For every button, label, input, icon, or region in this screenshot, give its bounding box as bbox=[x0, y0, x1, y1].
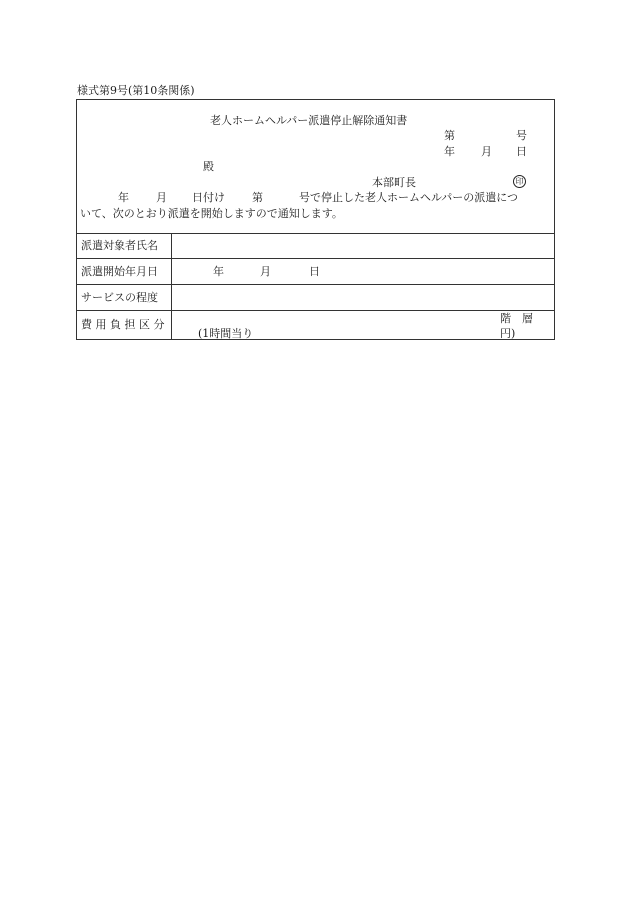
date-day: 日 bbox=[516, 145, 527, 158]
cost-rank-label: 階 層 bbox=[500, 312, 533, 325]
seal-mark: 印 bbox=[513, 175, 526, 188]
form-number-label: 様式第9号(第10条関係) bbox=[77, 84, 195, 97]
table-divider bbox=[77, 310, 554, 311]
body-month: 月 bbox=[156, 191, 167, 204]
number-dai: 第 bbox=[444, 129, 455, 142]
cost-yen-label: 円) bbox=[500, 327, 516, 340]
start-date-day: 日 bbox=[309, 265, 320, 278]
body-text-line1: 号で停止した老人ホームヘルパーの派遣につ bbox=[299, 191, 519, 204]
cost-per-hour-label: (1時間当り bbox=[198, 327, 254, 340]
date-year: 年 bbox=[444, 145, 455, 158]
table-divider bbox=[77, 284, 554, 285]
row-label-service-level: サービスの程度 bbox=[81, 291, 158, 304]
row-label-recipient-name: 派遣対象者氏名 bbox=[81, 239, 158, 252]
body-dai: 第 bbox=[252, 191, 263, 204]
body-text-line2: いて、次のとおり派遣を開始しますので通知します。 bbox=[80, 207, 343, 220]
row-label-cost-category: 費 用 負 担 区 分 bbox=[81, 318, 165, 331]
table-divider bbox=[77, 233, 554, 234]
start-date-month: 月 bbox=[260, 265, 271, 278]
body-dated: 日付け bbox=[192, 191, 225, 204]
document-title: 老人ホームヘルパー派遣停止解除通知書 bbox=[210, 114, 408, 127]
start-date-year: 年 bbox=[213, 265, 224, 278]
date-month: 月 bbox=[481, 145, 492, 158]
table-divider bbox=[77, 258, 554, 259]
number-go: 号 bbox=[516, 129, 527, 142]
addressee-suffix: 殿 bbox=[203, 160, 214, 173]
issuer-name: 本部町長 bbox=[372, 176, 416, 189]
body-year: 年 bbox=[118, 191, 129, 204]
table-column-divider bbox=[171, 233, 172, 339]
row-label-start-date: 派遣開始年月日 bbox=[81, 265, 158, 278]
